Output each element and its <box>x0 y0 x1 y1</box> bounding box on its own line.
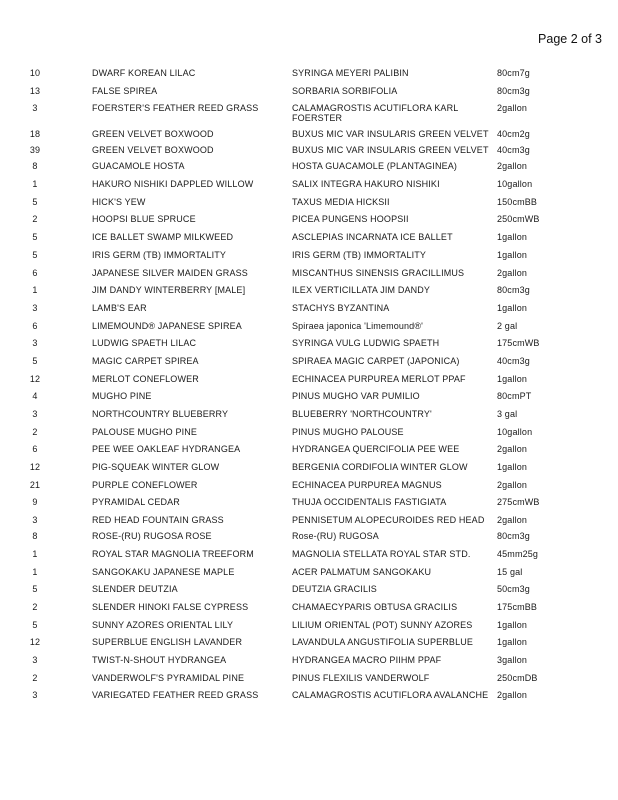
list-item <box>0 602 618 612</box>
size-cell: 40cm3g <box>497 355 530 366</box>
common-name-cell: PIG-SQUEAK WINTER GLOW <box>92 462 220 473</box>
botanical-name-cell: THUJA OCCIDENTALIS FASTIGIATA <box>292 497 447 508</box>
common-name-cell: GREEN VELVET BOXWOOD <box>92 145 214 156</box>
size-cell: 80cm3g <box>497 531 530 542</box>
quantity-cell: 3 <box>32 338 38 349</box>
size-cell: 275cmWB <box>497 497 540 508</box>
botanical-name-cell: SPIRAEA MAGIC CARPET (JAPONICA) <box>292 355 460 366</box>
common-name-cell: NORTHCOUNTRY BLUEBERRY <box>92 409 229 419</box>
list-item <box>0 179 618 189</box>
list-item <box>0 197 618 207</box>
size-cell: 10gallon <box>497 179 533 190</box>
botanical-name-cell: ACER PALMATUM SANGOKAKU <box>292 566 432 577</box>
quantity-cell: 1 <box>32 179 38 190</box>
common-name-cell: MUGHO PINE <box>92 391 152 402</box>
size-cell: 10gallon <box>497 426 533 437</box>
list-item <box>0 690 618 700</box>
size-cell: 1gallon <box>497 373 528 384</box>
botanical-name-cell: PENNISETUM ALOPECUROIDES RED HEAD <box>292 515 485 526</box>
common-name-cell: GUACAMOLE HOSTA <box>92 161 185 172</box>
quantity-cell: 3 <box>32 302 38 313</box>
size-cell: 40cm3g <box>497 145 530 156</box>
quantity-cell: 3 <box>32 690 38 701</box>
botanical-name-cell: BLUEBERRY 'NORTHCOUNTRY' <box>292 409 432 419</box>
quantity-cell: 21 <box>29 479 41 490</box>
size-cell: 3 gal <box>497 409 518 419</box>
list-item <box>0 86 618 96</box>
size-cell: 1gallon <box>497 249 528 260</box>
list-item <box>0 268 618 278</box>
common-name-cell: SUNNY AZORES ORIENTAL LILY <box>92 619 234 630</box>
botanical-name-cell: PINUS FLEXILIS VANDERWOLF <box>292 672 430 683</box>
list-item <box>0 145 618 155</box>
botanical-name-cell: SYRINGA MEYERI PALIBIN <box>292 68 409 78</box>
list-item <box>0 129 618 139</box>
size-cell: 45mm25g <box>497 548 539 559</box>
common-name-cell: VANDERWOLF'S PYRAMIDAL PINE <box>92 672 245 683</box>
size-cell: 80cm3g <box>497 285 530 296</box>
size-cell: 2gallon <box>497 103 528 114</box>
common-name-cell: PEE WEE OAKLEAF HYDRANGEA <box>92 444 241 455</box>
page-number: Page 2 of 3 <box>538 32 602 46</box>
quantity-cell: 5 <box>32 584 38 595</box>
list-item <box>0 462 618 472</box>
quantity-cell: 6 <box>32 444 38 455</box>
quantity-cell: 5 <box>32 196 38 207</box>
size-cell: 150cmBB <box>497 196 538 207</box>
common-name-cell: LUDWIG SPAETH LILAC <box>92 338 197 349</box>
common-name-cell: IRIS GERM (TB) IMMORTALITY <box>92 249 227 260</box>
common-name-cell: MERLOT CONEFLOWER <box>92 373 199 384</box>
botanical-name-cell: LILIUM ORIENTAL (POT) SUNNY AZORES <box>292 619 473 630</box>
quantity-cell: 4 <box>32 391 38 402</box>
size-cell: 50cm3g <box>497 584 530 595</box>
list-item <box>0 549 618 559</box>
size-cell: 1gallon <box>497 462 528 473</box>
botanical-name-cell: ECHINACEA PURPUREA MERLOT PPAF <box>292 373 466 384</box>
list-item <box>0 214 618 224</box>
size-cell: 1gallon <box>497 619 528 630</box>
size-cell: 1gallon <box>497 232 528 243</box>
common-name-cell: HOOPSI BLUE SPRUCE <box>92 214 196 225</box>
size-cell: 175cmWB <box>497 338 540 349</box>
botanical-name-cell: ECHINACEA PURPUREA MAGNUS <box>292 479 442 490</box>
quantity-cell: 3 <box>32 103 38 114</box>
common-name-cell: RED HEAD FOUNTAIN GRASS <box>92 515 224 526</box>
quantity-cell: 10 <box>29 68 41 78</box>
list-item <box>0 427 618 437</box>
common-name-cell: FALSE SPIREA <box>92 85 158 96</box>
quantity-cell: 13 <box>29 85 41 96</box>
size-cell: 2gallon <box>497 690 528 701</box>
size-cell: 2gallon <box>497 479 528 490</box>
list-item <box>0 161 618 171</box>
botanical-name-cell: IRIS GERM (TB) IMMORTALITY <box>292 249 427 260</box>
list-item <box>0 637 618 647</box>
quantity-cell: 2 <box>32 426 38 437</box>
common-name-cell: LIMEMOUND® JAPANESE SPIREA <box>92 320 242 331</box>
botanical-name-cell: TAXUS MEDIA HICKSII <box>292 196 390 207</box>
quantity-cell: 5 <box>32 232 38 243</box>
quantity-cell: 1 <box>32 566 38 577</box>
list-item <box>0 444 618 454</box>
common-name-cell: FOERSTER'S FEATHER REED GRASS <box>92 103 259 114</box>
botanical-name-cell: BUXUS MIC VAR INSULARIS GREEN VELVET <box>292 145 489 156</box>
size-cell: 250cmDB <box>497 672 538 683</box>
list-item <box>0 480 618 490</box>
list-item <box>0 515 618 525</box>
quantity-cell: 3 <box>32 515 38 526</box>
botanical-name-cell: ASCLEPIAS INCARNATA ICE BALLET <box>292 232 453 243</box>
botanical-name-cell: MAGNOLIA STELLATA ROYAL STAR STD. <box>292 548 471 559</box>
quantity-cell: 18 <box>29 129 41 140</box>
quantity-cell: 6 <box>32 320 38 331</box>
botanical-name-cell: LAVANDULA ANGUSTIFOLIA SUPERBLUE <box>292 637 474 648</box>
list-item <box>0 391 618 401</box>
quantity-cell: 2 <box>32 214 38 225</box>
botanical-name-cell: Rose-(RU) RUGOSA <box>292 531 379 542</box>
botanical-name-cell: SALIX INTEGRA HAKURO NISHIKI <box>292 179 440 190</box>
quantity-cell: 6 <box>32 267 38 278</box>
common-name-cell: SUPERBLUE ENGLISH LAVANDER <box>92 637 243 648</box>
botanical-name-cell: Spiraea japonica 'Limemound®' <box>292 320 423 331</box>
quantity-cell: 1 <box>32 548 38 559</box>
size-cell: 80cm7g <box>497 68 530 78</box>
size-cell: 80cm3g <box>497 85 530 96</box>
list-item <box>0 103 618 123</box>
botanical-name-cell: SORBARIA SORBIFOLIA <box>292 85 398 96</box>
list-item <box>0 655 618 665</box>
botanical-name-cell: CALAMAGROSTIS ACUTIFLORA KARL FOERSTER <box>292 103 459 124</box>
botanical-name-cell: HOSTA GUACAMOLE (PLANTAGINEA) <box>292 161 458 172</box>
list-item <box>0 232 618 242</box>
botanical-name-cell: PINUS MUGHO PALOUSE <box>292 426 404 437</box>
botanical-name-cell: MISCANTHUS SINENSIS GRACILLIMUS <box>292 267 465 278</box>
botanical-name-cell: CALAMAGROSTIS ACUTIFLORA AVALANCHE <box>292 690 489 701</box>
common-name-cell: ROYAL STAR MAGNOLIA TREEFORM <box>92 548 254 559</box>
list-item <box>0 497 618 507</box>
size-cell: 80cmPT <box>497 391 532 402</box>
size-cell: 1gallon <box>497 637 528 648</box>
size-cell: 40cm2g <box>497 129 530 140</box>
size-cell: 1gallon <box>497 302 528 313</box>
common-name-cell: SLENDER HINOKI FALSE CYPRESS <box>92 601 249 612</box>
size-cell: 175cmBB <box>497 601 538 612</box>
common-name-cell: MAGIC CARPET SPIREA <box>92 355 199 366</box>
list-item <box>0 68 618 78</box>
common-name-cell: SANGOKAKU JAPANESE MAPLE <box>92 566 235 577</box>
list-item <box>0 356 618 366</box>
botanical-name-cell: BERGENIA CORDIFOLIA WINTER GLOW <box>292 462 468 473</box>
common-name-cell: LAMB'S EAR <box>92 302 147 313</box>
quantity-cell: 9 <box>32 497 38 508</box>
quantity-cell: 2 <box>32 672 38 683</box>
quantity-cell: 1 <box>32 285 38 296</box>
size-cell: 2gallon <box>497 444 528 455</box>
botanical-name-cell: STACHYS BYZANTINA <box>292 302 390 313</box>
common-name-cell: DWARF KOREAN LILAC <box>92 68 196 78</box>
size-cell: 3gallon <box>497 654 528 665</box>
botanical-name-cell: PICEA PUNGENS HOOPSII <box>292 214 409 225</box>
common-name-cell: JAPANESE SILVER MAIDEN GRASS <box>92 267 248 278</box>
common-name-cell: SLENDER DEUTZIA <box>92 584 178 595</box>
list-item <box>0 374 618 384</box>
common-name-cell: PYRAMIDAL CEDAR <box>92 497 180 508</box>
size-cell: 2gallon <box>497 161 528 172</box>
botanical-name-cell: HYDRANGEA MACRO PIIHM PPAF <box>292 654 442 665</box>
quantity-cell: 2 <box>32 601 38 612</box>
common-name-cell: HICK'S YEW <box>92 196 146 207</box>
size-cell: 250cmWB <box>497 214 540 225</box>
size-cell: 2gallon <box>497 267 528 278</box>
size-cell: 2gallon <box>497 515 528 526</box>
botanical-name-cell: ILEX VERTICILLATA JIM DANDY <box>292 285 431 296</box>
plant-list <box>0 68 618 706</box>
quantity-cell: 3 <box>32 654 38 665</box>
quantity-cell: 8 <box>32 531 38 542</box>
quantity-cell: 5 <box>32 355 38 366</box>
list-item <box>0 531 618 541</box>
botanical-name-cell: SYRINGA VULG LUDWIG SPAETH <box>292 338 440 349</box>
botanical-name-cell: CHAMAECYPARIS OBTUSA GRACILIS <box>292 601 458 612</box>
common-name-cell: ROSE-(RU) RUGOSA ROSE <box>92 531 212 542</box>
botanical-name-cell: DEUTZIA GRACILIS <box>292 584 377 595</box>
list-item <box>0 673 618 683</box>
common-name-cell: VARIEGATED FEATHER REED GRASS <box>92 690 259 701</box>
list-item <box>0 620 618 630</box>
list-item <box>0 338 618 348</box>
quantity-cell: 39 <box>29 145 41 156</box>
common-name-cell: PURPLE CONEFLOWER <box>92 479 198 490</box>
quantity-cell: 8 <box>32 161 38 172</box>
common-name-cell: HAKURO NISHIKI DAPPLED WILLOW <box>92 179 254 190</box>
quantity-cell: 12 <box>29 373 41 384</box>
quantity-cell: 3 <box>32 409 38 419</box>
list-item <box>0 250 618 260</box>
list-item <box>0 285 618 295</box>
list-item <box>0 567 618 577</box>
quantity-cell: 5 <box>32 619 38 630</box>
botanical-name-cell: PINUS MUGHO VAR PUMILIO <box>292 391 420 402</box>
common-name-cell: TWIST-N-SHOUT HYDRANGEA <box>92 654 227 665</box>
botanical-name-cell: HYDRANGEA QUERCIFOLIA PEE WEE <box>292 444 460 455</box>
common-name-cell: JIM DANDY WINTERBERRY [MALE] <box>92 285 246 296</box>
common-name-cell: PALOUSE MUGHO PINE <box>92 426 198 437</box>
size-cell: 15 gal <box>497 566 523 577</box>
list-item <box>0 409 618 419</box>
list-item <box>0 303 618 313</box>
quantity-cell: 12 <box>29 462 41 473</box>
botanical-name-cell: BUXUS MIC VAR INSULARIS GREEN VELVET <box>292 129 489 140</box>
common-name-cell: ICE BALLET SWAMP MILKWEED <box>92 232 234 243</box>
quantity-cell: 5 <box>32 249 38 260</box>
size-cell: 2 gal <box>497 320 518 331</box>
list-item <box>0 321 618 331</box>
list-item <box>0 584 618 594</box>
common-name-cell: GREEN VELVET BOXWOOD <box>92 129 214 140</box>
quantity-cell: 12 <box>29 637 41 648</box>
